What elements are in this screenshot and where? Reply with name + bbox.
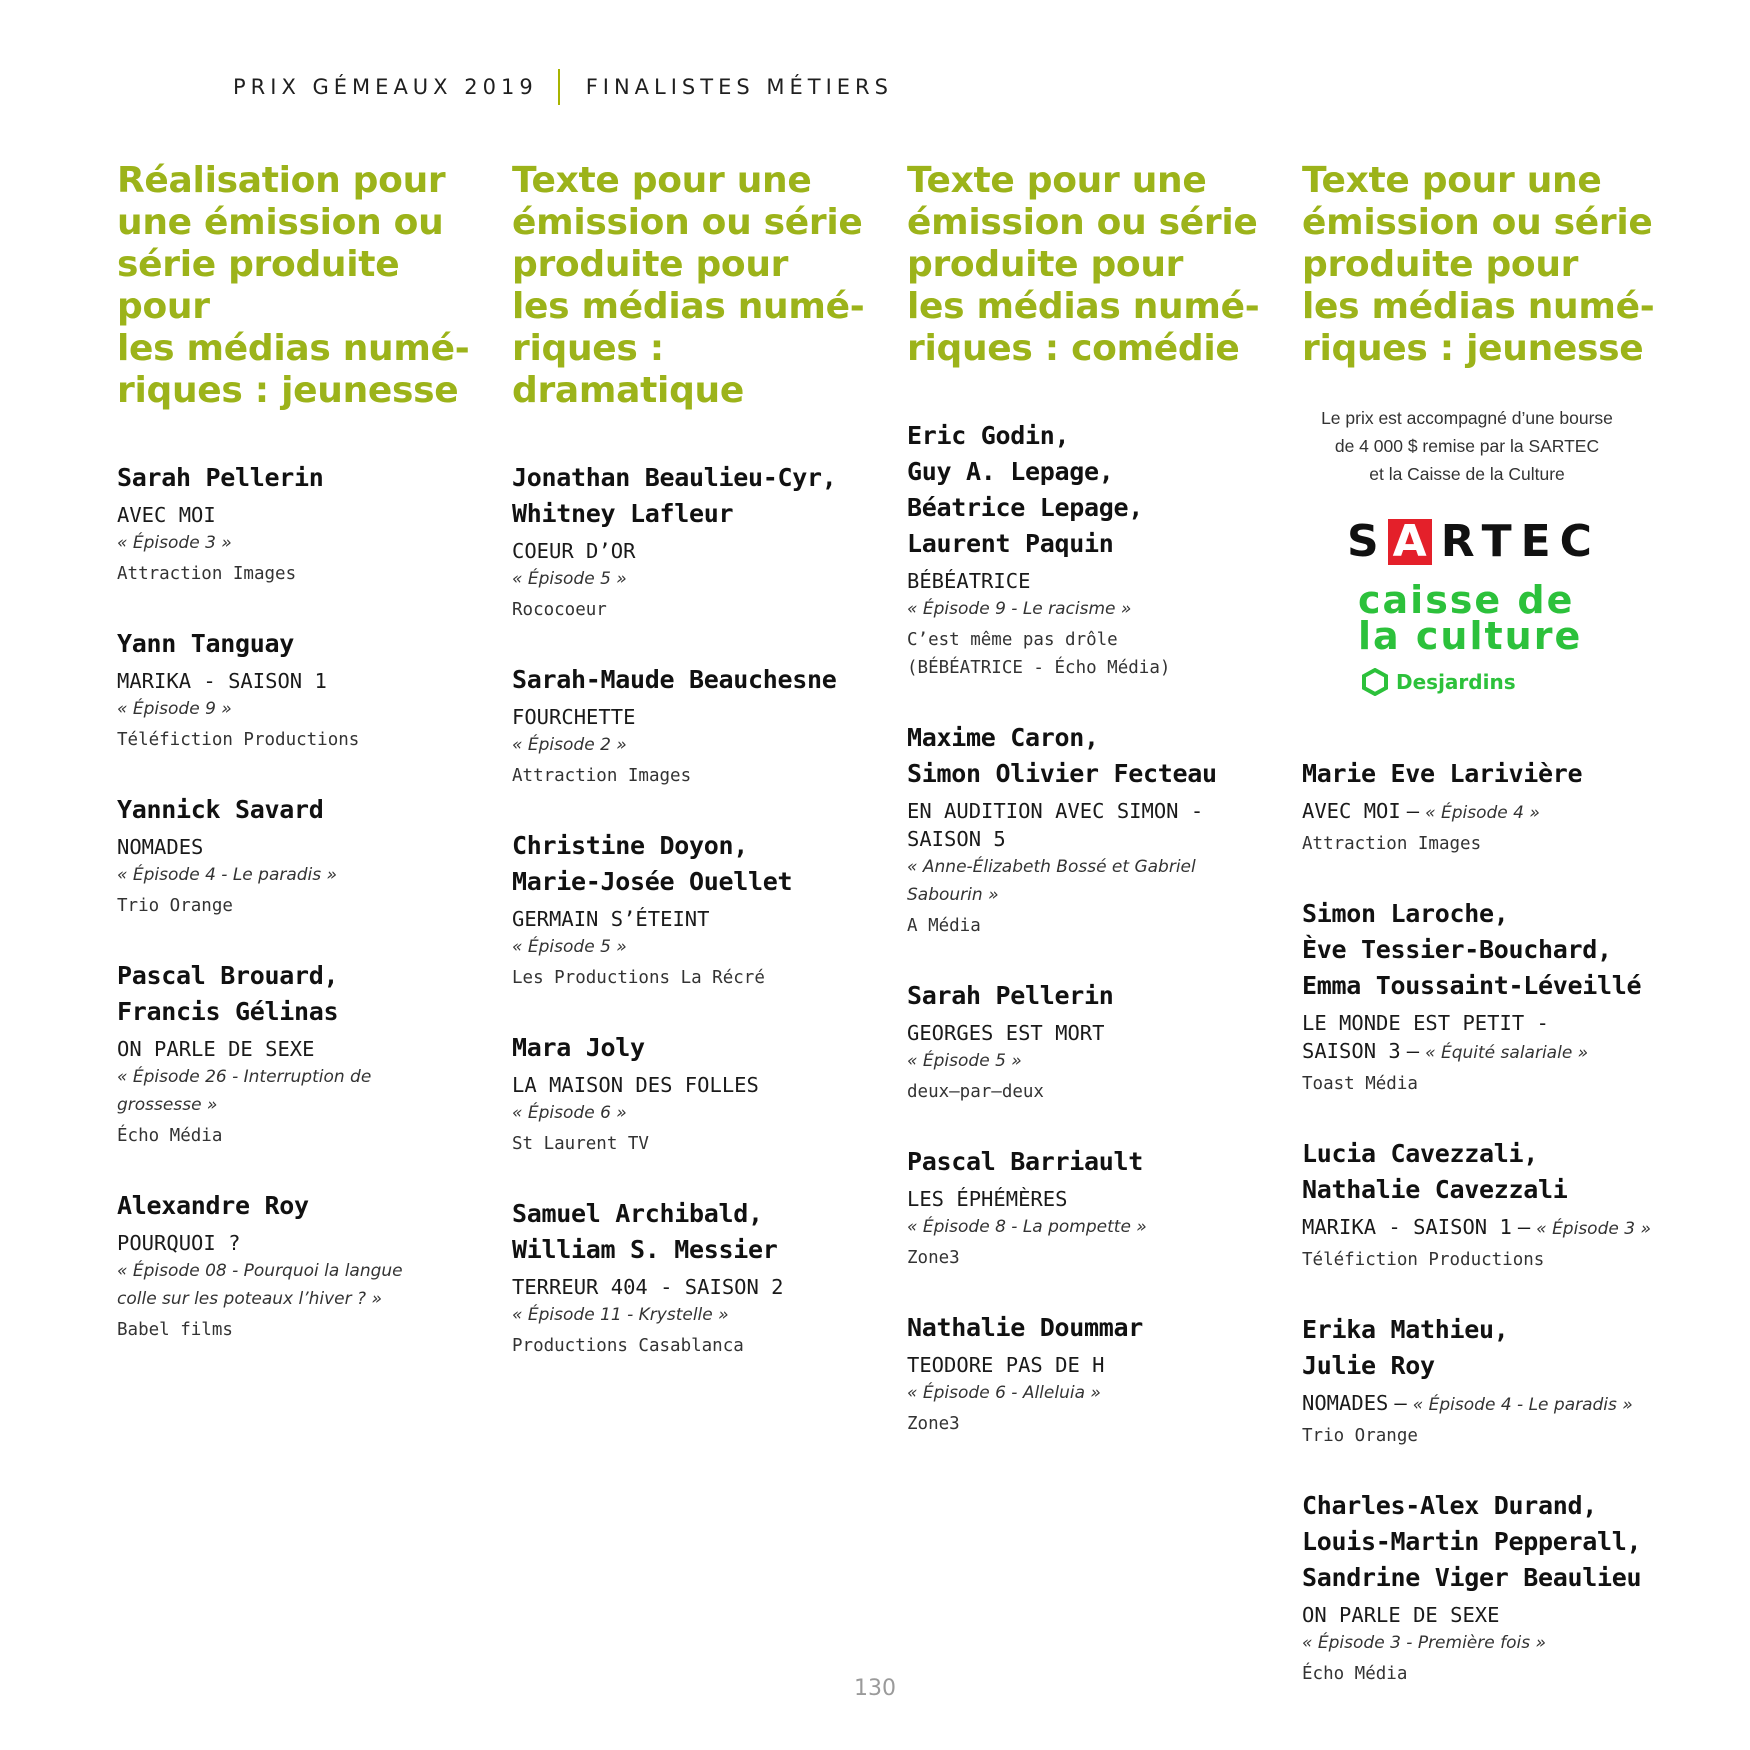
finalist-list [512, 460, 892, 1360]
episode-title: « Épisode 8 - La pompette » [907, 1217, 1147, 1237]
page-number: 130 [854, 1676, 896, 1701]
episode-title: « Anne-Élizabeth Bossé et Gabriel Sabourin » [907, 857, 1196, 905]
show-title: BÉBÉATRICE [907, 569, 1031, 593]
show-name: AVEC MOI [1302, 799, 1401, 823]
production-company: Attraction Images [1302, 834, 1482, 854]
category-title: Texte pour une émission ou série produite pour les médias numé- riques : jeunesse [1302, 160, 1655, 369]
category-title: Texte pour une émission ou série produite pour les médias numé- riques : dramatique [512, 160, 865, 411]
finalist-names: Mara Joly [512, 1033, 645, 1062]
finalist-entry [117, 792, 497, 920]
finalist-names: Yann Tanguay [117, 629, 295, 658]
episode-title: « Épisode 6 - Alleluia » [907, 1383, 1101, 1403]
finalist-entry [1302, 1312, 1682, 1450]
caisse-line1: caisse de [1358, 578, 1575, 622]
episode-title: « Épisode 3 » [117, 533, 232, 553]
finalist-names: Lucia Cavezzali, Nathalie Cavezzali [1302, 1139, 1568, 1204]
production-company: Écho Média [1302, 1664, 1408, 1684]
desjardins-logo [1362, 668, 1516, 696]
episode-title: « Épisode 3 - Première fois » [1302, 1633, 1546, 1653]
page-header [233, 70, 893, 104]
episode-title: « Épisode 3 » [1536, 1219, 1651, 1239]
episode-title: « Épisode 6 » [512, 1103, 627, 1123]
finalist-entry [512, 460, 892, 624]
finalist-names: Nathalie Doummar [907, 1313, 1144, 1342]
finalist-names: Charles-Alex Durand, Louis-Martin Pepperall, Sandrine Viger Beaulieu [1302, 1491, 1642, 1592]
production-company: Téléfiction Productions [1302, 1250, 1545, 1270]
sartec-a: A [1388, 519, 1432, 565]
finalist-names: Yannick Savard [117, 795, 324, 824]
sponsor-logos [1302, 516, 1682, 716]
show-title: LA MAISON DES FOLLES [512, 1073, 759, 1097]
production-company: Toast Média [1302, 1074, 1418, 1094]
episode-title: « Épisode 26 - Interruption de grossesse » [117, 1067, 372, 1115]
finalist-entry [1302, 1136, 1682, 1274]
show-title: ON PARLE DE SEXE [117, 1037, 315, 1061]
desjardins-label: Desjardins [1396, 670, 1516, 694]
production-company: St Laurent TV [512, 1134, 649, 1154]
finalist-entry [117, 626, 497, 754]
production-company: deux—par—deux [907, 1082, 1044, 1102]
episode-title: « Épisode 5 » [512, 937, 627, 957]
show-title: POURQUOI ? [117, 1231, 241, 1255]
header-separator [558, 69, 560, 105]
finalist-names: Samuel Archibald, William S. Messier [512, 1199, 778, 1264]
production-company: Trio Orange [117, 896, 233, 916]
episode-title: « Épisode 5 » [512, 569, 627, 589]
show-title: TEODORE PAS DE H [907, 1353, 1105, 1377]
production-company: Attraction Images [117, 564, 297, 584]
finalist-names: Erika Mathieu, Julie Roy [1302, 1315, 1509, 1380]
finalist-entry [117, 1188, 497, 1344]
column-texte-dramatique [512, 160, 892, 1398]
production-company: Les Productions La Récré [512, 968, 765, 988]
dash: – [1406, 799, 1420, 823]
dash: – [1394, 1391, 1407, 1415]
finalist-names: Alexandre Roy [117, 1191, 309, 1220]
show-title: GEORGES EST MORT [907, 1021, 1105, 1045]
finalist-names: Jonathan Beaulieu-Cyr, Whitney Lafleur [512, 463, 837, 528]
finalist-names: Marie Eve Larivière [1302, 759, 1583, 788]
caisse-culture-logo [1358, 578, 1583, 658]
finalist-entry [907, 1310, 1287, 1438]
column-realisation-jeunesse [117, 160, 497, 1382]
episode-title: « Épisode 11 - Krystelle » [512, 1305, 729, 1325]
production-company: Babel films [117, 1320, 233, 1340]
finalist-entry [512, 828, 892, 992]
show-title: LES ÉPHÉMÈRES [907, 1187, 1068, 1211]
caisse-line2: la culture [1358, 614, 1583, 658]
show-title [1302, 1389, 1682, 1419]
show-title [1302, 1213, 1682, 1243]
show-title: ON PARLE DE SEXE [1302, 1603, 1500, 1627]
finalist-entry [512, 662, 892, 790]
finalist-list [907, 418, 1287, 1438]
finalist-names: Maxime Caron, Simon Olivier Fecteau [907, 723, 1217, 788]
column-texte-jeunesse [1302, 160, 1682, 1726]
dash: – [1517, 1215, 1531, 1239]
show-title: AVEC MOI [117, 503, 216, 527]
production-company: Zone3 [907, 1248, 960, 1268]
header-right: FINALISTES MÉTIERS [585, 75, 893, 99]
category-title: Réalisation pour une émission ou série produite pour les médias numé- riques : jeunesse [117, 160, 470, 411]
bourse-note: Le prix est accompagné d’une bourse de 4 000 $ remise par la SARTEC et la Caisse de la Culture [1321, 408, 1613, 484]
episode-title: « Épisode 4 - Le paradis » [1412, 1395, 1633, 1415]
finalist-entry [1302, 756, 1682, 858]
production-company: Rococoeur [512, 600, 607, 620]
episode-title: « Épisode 2 » [512, 735, 627, 755]
production-company: Téléfiction Productions [117, 730, 360, 750]
finalist-entry [1302, 896, 1682, 1098]
dash: – [1406, 1039, 1420, 1063]
show-name: LE MONDE EST PETIT - SAISON 3 [1302, 1011, 1549, 1063]
finalist-entry [907, 1144, 1287, 1272]
episode-title: « Épisode 4 » [1425, 803, 1540, 823]
finalist-entry [1302, 1488, 1682, 1688]
episode-title: « Épisode 5 » [907, 1051, 1022, 1071]
show-title: GERMAIN S’ÉTEINT [512, 907, 710, 931]
show-name: MARIKA - SAISON 1 [1302, 1215, 1512, 1239]
finalist-names: Sarah Pellerin [907, 981, 1114, 1010]
show-title: FOURCHETTE [512, 705, 636, 729]
finalist-names: Eric Godin, Guy A. Lepage, Béatrice Lepage, Laurent Paquin [907, 421, 1144, 558]
finalist-names: Sarah-Maude Beauchesne [512, 665, 837, 694]
finalist-names: Sarah Pellerin [117, 463, 324, 492]
episode-title: « Épisode 08 - Pourquoi la langue colle sur les poteaux l’hiver ? » [117, 1261, 403, 1309]
finalist-entry [907, 720, 1287, 940]
production-company: Écho Média [117, 1126, 223, 1146]
finalist-entry [907, 978, 1287, 1106]
finalist-list [117, 460, 497, 1344]
show-title: NOMADES [117, 835, 204, 859]
show-title: MARIKA - SAISON 1 [117, 669, 327, 693]
finalist-names: Pascal Barriault [907, 1147, 1144, 1176]
finalist-list [1302, 756, 1682, 1688]
show-title [1302, 797, 1682, 827]
finalist-entry [512, 1030, 892, 1158]
show-name: NOMADES [1302, 1391, 1389, 1415]
sartec-logo [1347, 516, 1601, 567]
production-company: A Média [907, 916, 981, 936]
finalist-names: Pascal Brouard, Francis Gélinas [117, 961, 339, 1026]
finalist-entry [907, 418, 1287, 682]
desjardins-hexagon-icon [1362, 668, 1388, 696]
episode-title: « Épisode 9 » [117, 699, 232, 719]
production-company: Zone3 [907, 1414, 960, 1434]
finalist-entry [512, 1196, 892, 1360]
show-title [1302, 1009, 1682, 1067]
finalist-entry [117, 958, 497, 1150]
episode-title: « Épisode 4 - Le paradis » [117, 865, 338, 885]
finalist-names: Christine Doyon, Marie-Josée Ouellet [512, 831, 793, 896]
production-company: C’est même pas drôle (BÉBÉATRICE - Écho Média) [907, 630, 1171, 678]
show-title: COEUR D’OR [512, 539, 636, 563]
production-company: Trio Orange [1302, 1426, 1418, 1446]
show-title: TERREUR 404 - SAISON 2 [512, 1275, 784, 1299]
finalist-names: Simon Laroche, Ève Tessier-Bouchard, Emma Toussaint-Léveillé [1302, 899, 1642, 1000]
finalist-entry [117, 460, 497, 588]
episode-title: « Épisode 9 - Le racisme » [907, 599, 1132, 619]
episode-title: « Équité salariale » [1425, 1043, 1589, 1063]
show-title: EN AUDITION AVEC SIMON - SAISON 5 [907, 799, 1204, 851]
header-left: PRIX GÉMEAUX 2019 [233, 75, 538, 99]
column-texte-comedie [907, 160, 1287, 1476]
category-title: Texte pour une émission ou série produite pour les médias numé- riques : comédie [907, 160, 1260, 369]
sartec-s: S [1347, 516, 1388, 567]
production-company: Attraction Images [512, 766, 692, 786]
sartec-rest: RTEC [1440, 516, 1601, 567]
production-company: Productions Casablanca [512, 1336, 744, 1356]
